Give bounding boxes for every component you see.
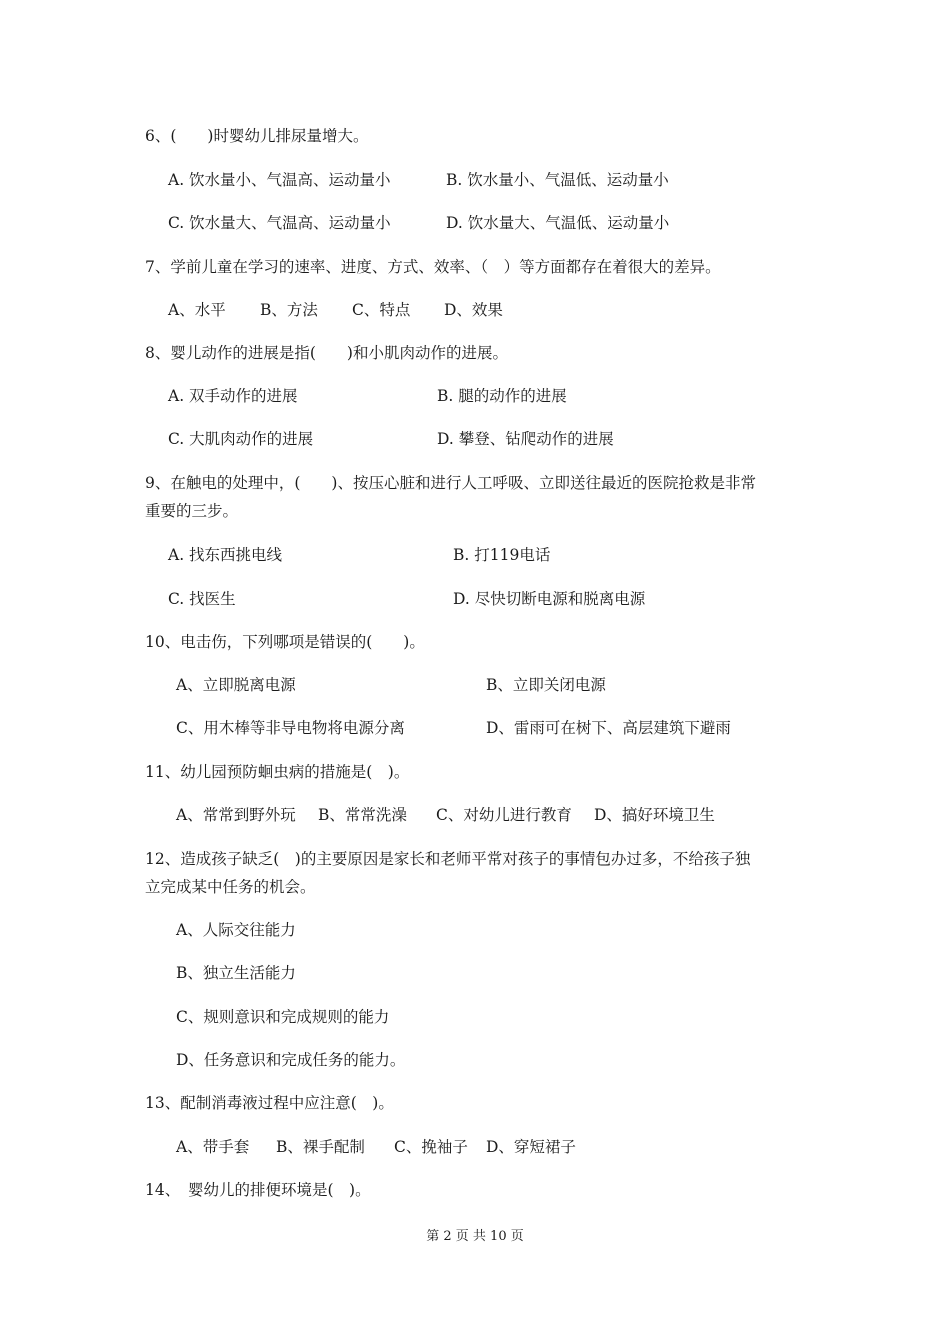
question-9-option-b: B. 打119电话 — [453, 546, 551, 564]
question-13-option-c: C、挽袖子 — [394, 1138, 468, 1156]
question-9-stem-line1: 9、在触电的处理中，( )、按压心脏和进行人工呼吸、立即送往最近的医院抢救是非常 — [145, 474, 756, 492]
question-7-option-d: D、效果 — [444, 301, 503, 319]
question-7-option-a: A、水平 — [168, 301, 226, 319]
question-8-stem: 8、婴儿动作的进展是指( )和小肌肉动作的进展。 — [145, 344, 508, 362]
question-12-option-a: A、人际交往能力 — [176, 921, 296, 939]
question-11-option-a: A、常常到野外玩 — [176, 806, 296, 824]
question-12-option-c: C、规则意识和完成规则的能力 — [176, 1008, 390, 1026]
question-10-option-b: B、立即关闭电源 — [486, 676, 606, 694]
question-10-option-d: D、雷雨可在树下、高层建筑下避雨 — [486, 719, 731, 737]
question-7-stem: 7、学前儿童在学习的速率、进度、方式、效率、（ ）等方面都存在着很大的差异。 — [145, 258, 721, 276]
question-12-option-d: D、任务意识和完成任务的能力。 — [176, 1051, 406, 1069]
question-6-option-d: D. 饮水量大、气温低、运动量小 — [446, 214, 670, 232]
question-8-option-b: B. 腿的动作的进展 — [437, 387, 567, 405]
question-13-stem: 13、配制消毒液过程中应注意( )。 — [145, 1094, 394, 1112]
question-13-option-b: B、裸手配制 — [276, 1138, 365, 1156]
question-6-option-b: B. 饮水量小、气温低、运动量小 — [446, 171, 669, 189]
question-9-stem-line2: 重要的三步。 — [145, 502, 239, 520]
question-8-option-d: D. 攀登、钻爬动作的进展 — [437, 430, 614, 448]
page-footer: 第 2 页 共 10 页 — [426, 1229, 524, 1244]
question-10-stem: 10、电击伤，下列哪项是错误的( )。 — [145, 633, 425, 651]
question-10-option-a: A、立即脱离电源 — [176, 676, 296, 694]
question-8-option-c: C. 大肌肉动作的进展 — [168, 430, 314, 448]
question-9-option-c: C. 找医生 — [168, 590, 236, 608]
question-8-option-a: A. 双手动作的进展 — [168, 387, 298, 405]
question-6-option-c: C. 饮水量大、气温高、运动量小 — [168, 214, 391, 232]
question-11-stem: 11、幼儿园预防蛔虫病的措施是( )。 — [145, 763, 410, 781]
question-6-stem: 6、( )时婴幼儿排尿量增大。 — [145, 127, 369, 145]
question-12-stem-line2: 立完成某中任务的机会。 — [145, 878, 316, 896]
question-12-stem-line1: 12、造成孩子缺乏( )的主要原因是家长和老师平常对孩子的事情包办过多，不给孩子独 — [145, 850, 751, 868]
question-10-option-c: C、用木棒等非导电物将电源分离 — [176, 719, 405, 737]
question-13-option-d: D、穿短裙子 — [486, 1138, 576, 1156]
question-7-option-c: C、特点 — [352, 301, 411, 319]
question-11-option-d: D、搞好环境卫生 — [594, 806, 715, 824]
question-7-option-b: B、方法 — [260, 301, 318, 319]
question-6-option-a: A. 饮水量小、气温高、运动量小 — [168, 171, 391, 189]
question-9-option-d: D. 尽快切断电源和脱离电源 — [453, 590, 646, 608]
question-12-option-b: B、独立生活能力 — [176, 964, 296, 982]
question-14-stem: 14、 婴幼儿的排便环境是( )。 — [145, 1181, 371, 1199]
question-11-option-c: C、对幼儿进行教育 — [436, 806, 572, 824]
question-13-option-a: A、带手套 — [176, 1138, 250, 1156]
question-11-option-b: B、常常洗澡 — [318, 806, 407, 824]
question-9-option-a: A. 找东西挑电线 — [168, 546, 283, 564]
